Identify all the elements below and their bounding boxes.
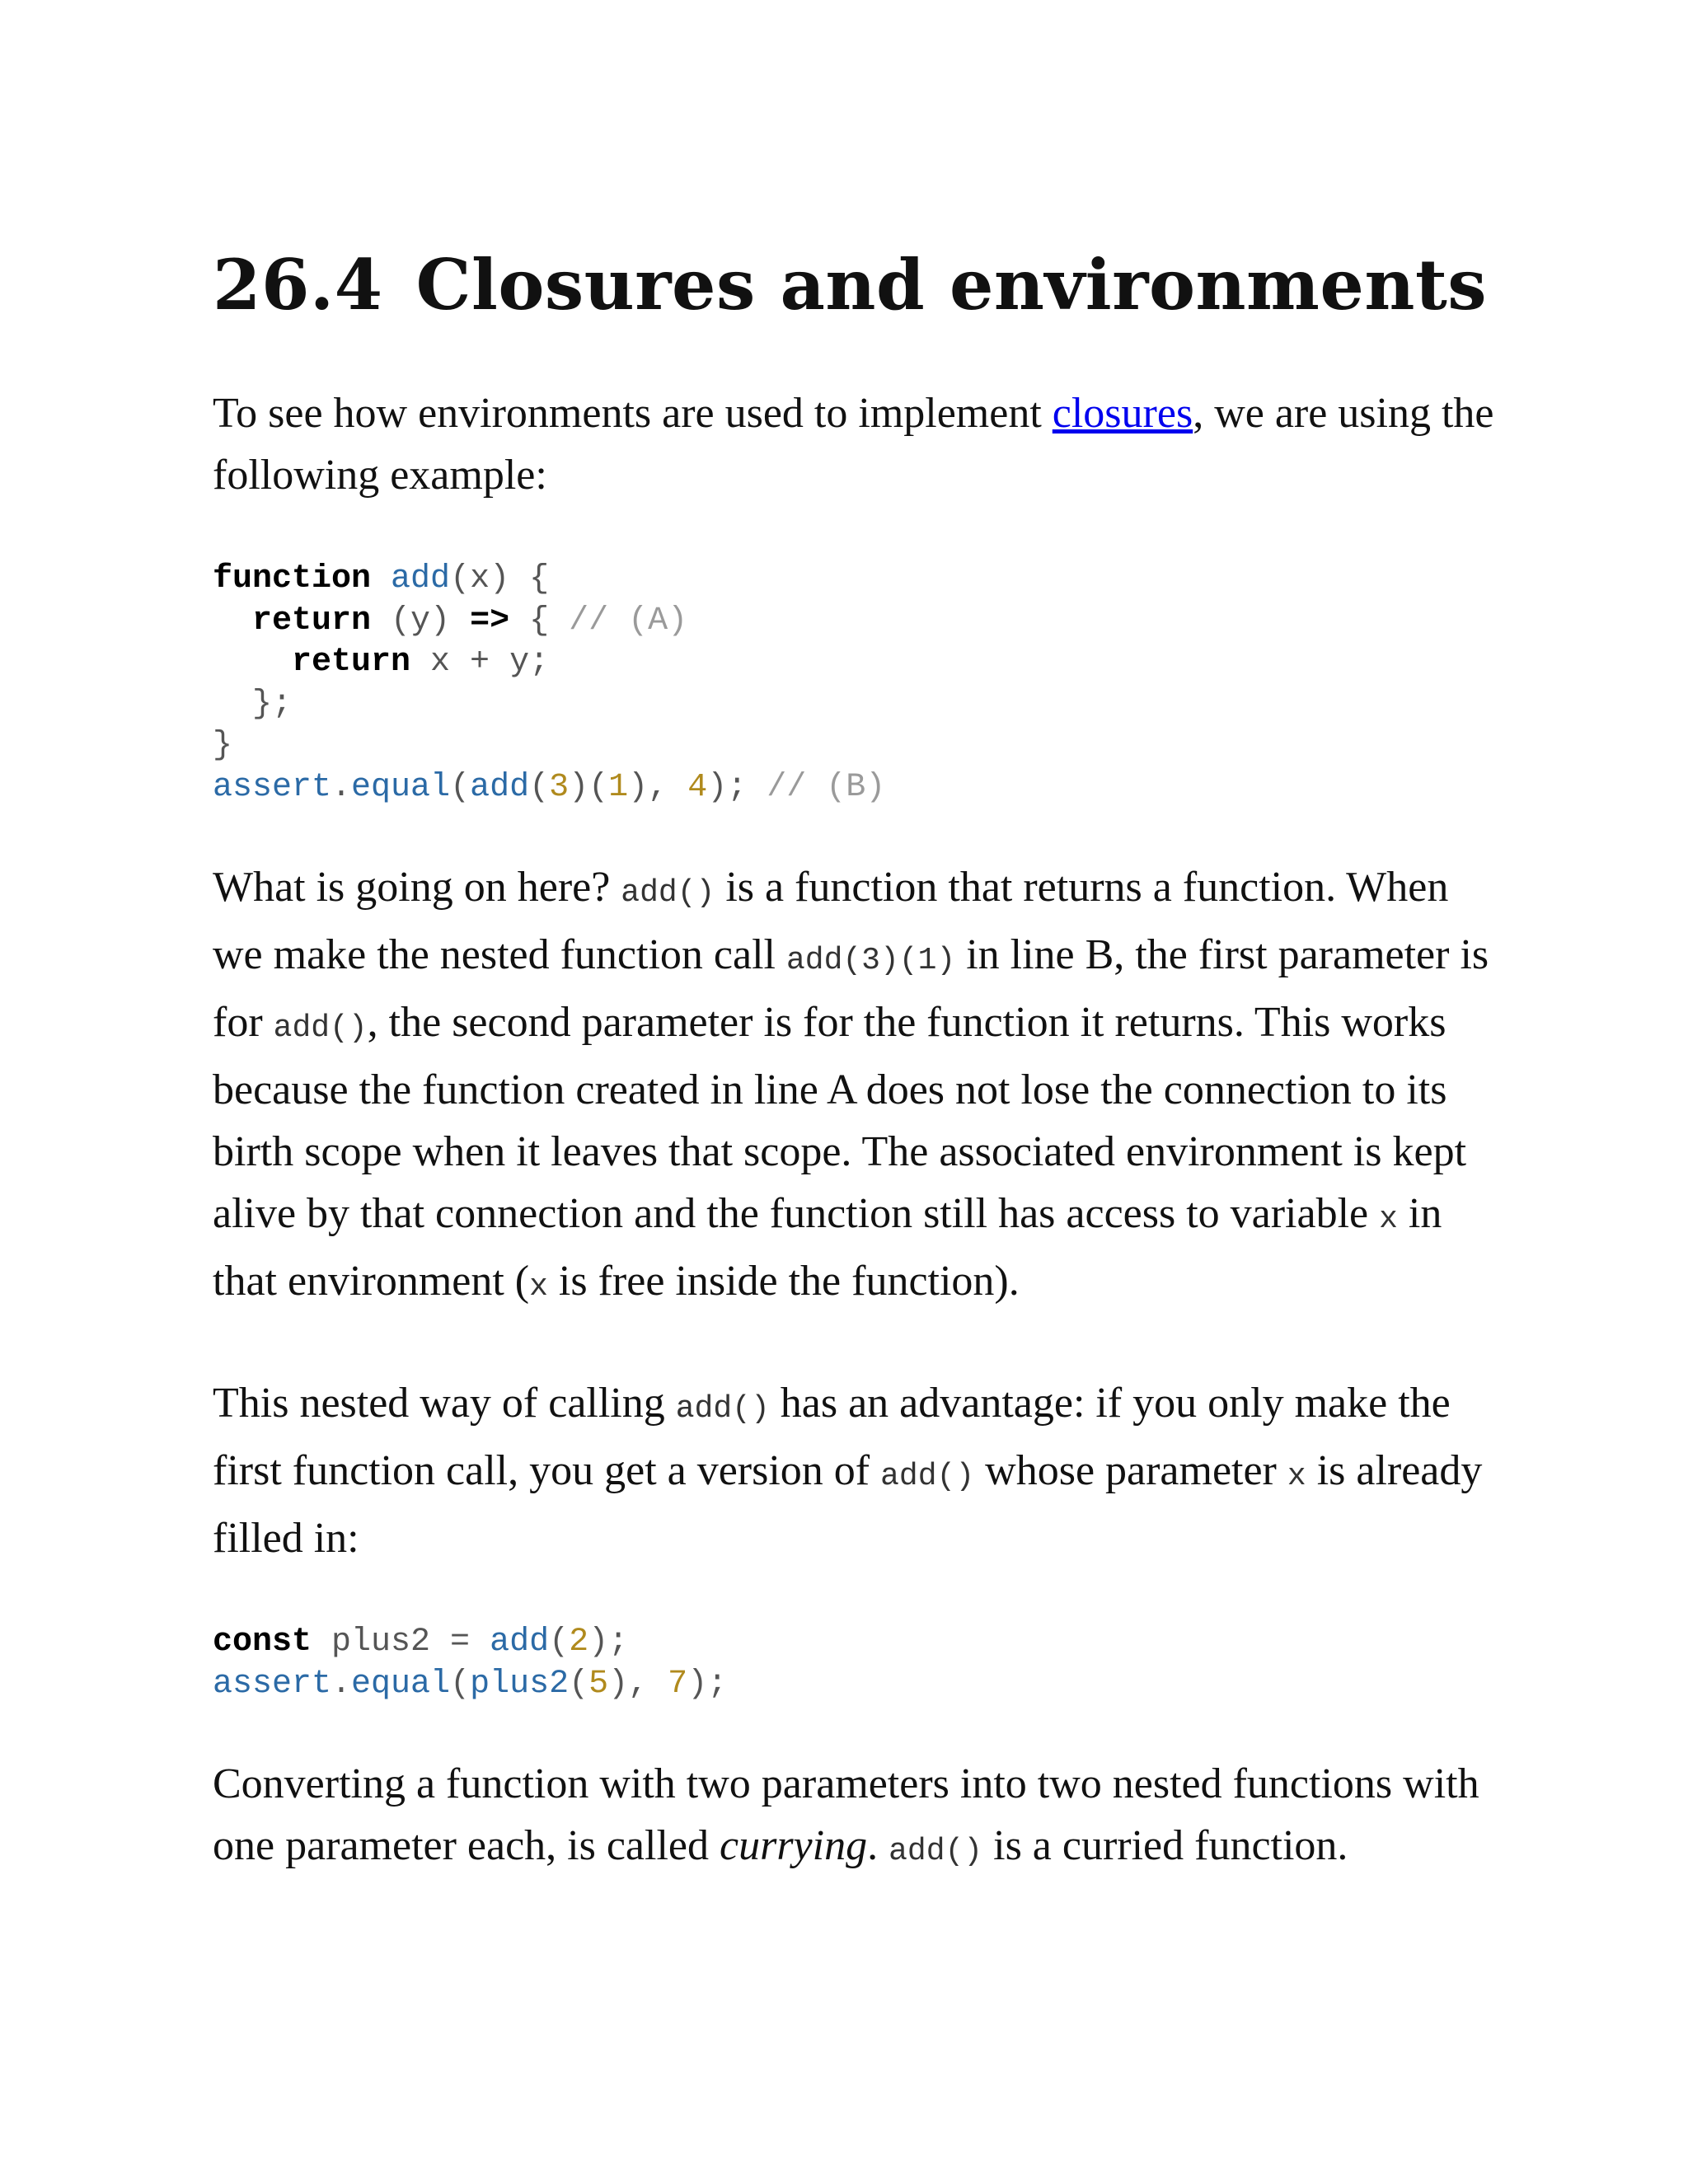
code-function-name: add	[391, 560, 451, 598]
inline-code: x	[529, 1269, 548, 1305]
code-text: .	[331, 768, 352, 806]
code-text: (	[569, 1665, 589, 1703]
body-text: in that environment (	[213, 1190, 1442, 1305]
inline-code: add(3)(1)	[785, 943, 956, 979]
intro-text-end: , we are using the following example:	[213, 390, 1494, 499]
code-text: (x) {	[450, 560, 550, 598]
code-text: (	[450, 768, 471, 806]
body-text: Converting a function with two parameters into two nested functions with one parameter each, is called	[213, 1760, 1479, 1870]
code-text: ),	[628, 768, 688, 806]
code-text: ),	[608, 1665, 668, 1703]
closures-link[interactable]: closures	[1052, 390, 1193, 438]
body-text: whose parameter	[974, 1447, 1287, 1495]
section-heading	[213, 244, 1498, 326]
code-number: 1	[608, 768, 629, 806]
body-text: This nested way of calling	[213, 1380, 676, 1427]
code-text: (	[549, 1624, 570, 1661]
code-text: );	[707, 768, 767, 806]
code-text: plus2 =	[312, 1624, 490, 1661]
code-text: )(	[569, 768, 609, 806]
inline-code: add()	[880, 1459, 975, 1495]
code-text: };	[252, 685, 293, 723]
page-content	[213, 244, 1498, 1882]
inline-code: add()	[621, 875, 715, 912]
code-arrow: =>	[470, 602, 510, 640]
code-text: }	[213, 727, 233, 765]
code-number: 7	[668, 1665, 688, 1703]
code-comment: // (B)	[767, 768, 886, 806]
code-number: 2	[569, 1624, 589, 1661]
intro-paragraph	[213, 382, 1498, 506]
code-block-add	[213, 559, 1498, 808]
code-text: (	[529, 768, 550, 806]
inline-code: add()	[675, 1391, 770, 1427]
code-keyword: function	[213, 560, 372, 598]
explanation-paragraph	[213, 856, 1498, 1318]
body-text: is already filled in:	[213, 1447, 1483, 1563]
code-number: 3	[549, 768, 570, 806]
emphasis-term: currying	[720, 1822, 868, 1870]
code-comment: // (A)	[569, 602, 688, 640]
code-function-name: add	[470, 768, 530, 806]
section-number: 26.4	[213, 244, 383, 326]
currying-paragraph	[213, 1753, 1498, 1882]
body-text: What is going on here?	[213, 864, 621, 912]
body-text: is a function that returns a function. When we make the nested function call	[213, 864, 1449, 979]
body-text: , the second parameter is for the function it returns. This works because the function created in line A does not lose the connection to its birth scope when it leaves that scope. The associated environment is kept alive by that connection and the function still has access to variable	[213, 999, 1467, 1238]
code-function-name: plus2	[470, 1665, 570, 1703]
body-text: has an advantage: if you only make the first function call, you get a version of	[213, 1380, 1451, 1495]
code-function-name: equal	[351, 1665, 451, 1703]
code-keyword: const	[213, 1624, 312, 1661]
inline-code: x	[1379, 1202, 1398, 1238]
inline-code: add()	[889, 1834, 983, 1870]
code-function-name: assert	[213, 1665, 332, 1703]
body-text: is free inside the function).	[547, 1258, 1020, 1305]
body-text: in line B, the first parameter is for	[213, 931, 1489, 1047]
code-function-name: add	[490, 1624, 550, 1661]
code-text: (y)	[371, 602, 471, 640]
body-text: .	[867, 1822, 889, 1870]
code-block-plus2	[213, 1622, 1498, 1705]
code-number: 5	[588, 1665, 609, 1703]
code-text: {	[509, 602, 570, 640]
code-text: );	[588, 1624, 629, 1661]
code-text: x + y;	[410, 644, 550, 682]
body-text: is a curried function.	[982, 1822, 1348, 1870]
code-text: (	[450, 1665, 471, 1703]
inline-code: add()	[273, 1010, 368, 1047]
code-function-name: equal	[351, 768, 451, 806]
code-keyword: return	[252, 602, 372, 640]
code-text: );	[687, 1665, 728, 1703]
intro-text: To see how environments are used to implement	[213, 390, 1053, 438]
code-function-name: assert	[213, 768, 332, 806]
code-keyword: return	[292, 644, 411, 682]
section-title: Closures and environments	[415, 244, 1488, 326]
code-number: 4	[687, 768, 708, 806]
code-text: .	[331, 1665, 352, 1703]
advantage-paragraph	[213, 1372, 1498, 1569]
inline-code: x	[1287, 1459, 1306, 1495]
